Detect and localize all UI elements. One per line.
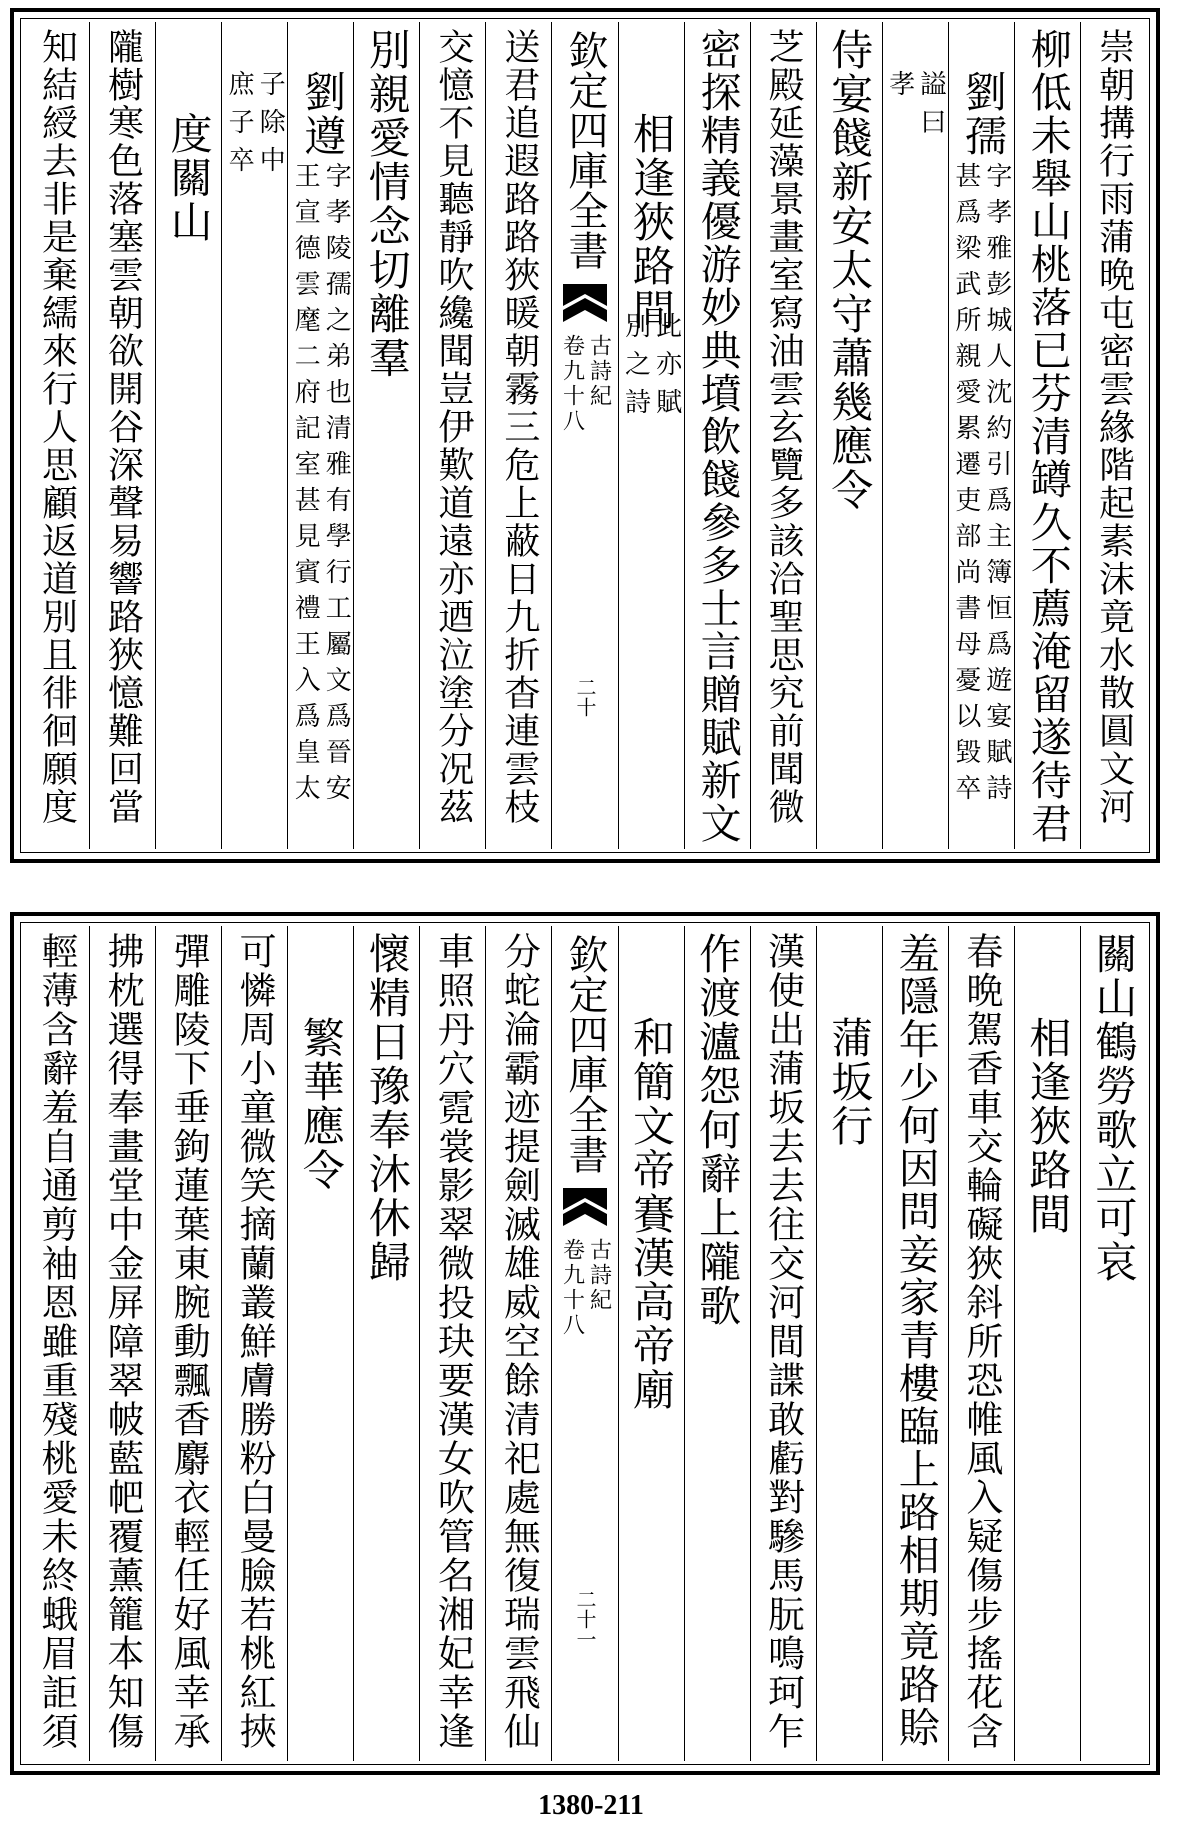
poem-title: 繁華應令 bbox=[296, 1016, 346, 1192]
book-title-header: 欽定四庫全書 bbox=[561, 30, 608, 270]
text-column bbox=[24, 22, 90, 849]
text-column bbox=[1081, 926, 1146, 1761]
biography-note: 字孝陵孺之弟也清雅有學行工屬文爲晉安 bbox=[321, 162, 352, 810]
text-column bbox=[883, 926, 949, 1761]
bottom-page bbox=[10, 912, 1160, 1775]
biography-note: 孝 bbox=[884, 70, 915, 108]
poet-name: 劉遵 bbox=[298, 70, 348, 158]
volume-number: 卷九十八 bbox=[559, 334, 585, 434]
book-title-header: 欽定四庫全書 bbox=[561, 934, 608, 1174]
verse-line: 芝殿延藻景畫室寫油雲玄覽多該洽聖思究前聞微 bbox=[763, 28, 805, 826]
text-column bbox=[883, 22, 949, 849]
bottom-page-columns bbox=[24, 926, 1146, 1761]
biography-note: 甚爲梁武所親愛累遷吏部尚書母憂以毀卒 bbox=[950, 162, 981, 810]
text-column bbox=[1015, 926, 1081, 1761]
verse-line: 漢使出蒲坂去去往交河間諜敢虧對驂馬朊鳴珂乍 bbox=[761, 932, 805, 1751]
text-column bbox=[420, 22, 486, 849]
verse-line: 懷精日豫奉沐休歸 bbox=[362, 932, 412, 1284]
verse-line: 分蛇淪霸迹提劍滅雄威空餘清祀處無復瑞雲飛仙 bbox=[497, 932, 541, 1751]
poem-title: 相逢狹路間 bbox=[627, 112, 677, 332]
volume-title: 古詩紀 bbox=[586, 334, 612, 409]
verse-line: 別親愛情念切離羣 bbox=[362, 28, 412, 380]
biography-note: 謚曰 bbox=[915, 70, 946, 146]
biography-note: 王宣德雲麾二府記室甚見賓禮王入爲皇太 bbox=[290, 162, 321, 810]
text-column bbox=[751, 926, 817, 1761]
top-page bbox=[10, 8, 1160, 863]
text-column bbox=[486, 926, 552, 1761]
poem-title: 度關山 bbox=[164, 112, 214, 244]
biography-note: 庶子卒 bbox=[224, 70, 255, 184]
text-column bbox=[222, 22, 288, 849]
text-column bbox=[354, 22, 420, 849]
text-column bbox=[222, 926, 288, 1761]
poet-name: 劉孺 bbox=[958, 70, 1008, 158]
center-fold-column bbox=[552, 926, 618, 1761]
text-column bbox=[949, 22, 1015, 849]
text-column bbox=[90, 22, 156, 849]
verse-line: 關山鶴勞歌立可哀 bbox=[1089, 932, 1139, 1284]
volume-title: 古詩紀 bbox=[586, 1238, 612, 1313]
text-column bbox=[619, 926, 685, 1761]
text-column bbox=[288, 22, 354, 849]
verse-line: 崇朝搆行雨蒲晩屯密雲緣階起素沫竟水散圓文河 bbox=[1093, 28, 1135, 826]
verse-line: 春晩駕香車交輪礙狹斜所恐帷風入疑傷步搖花含 bbox=[959, 932, 1003, 1751]
text-column bbox=[817, 22, 883, 849]
text-column bbox=[949, 926, 1015, 1761]
volume-number: 卷九十八 bbox=[559, 1238, 585, 1338]
verse-line: 可憐周小童微笑摘蘭叢鮮膚勝粉白曼臉若桃紅挾 bbox=[233, 932, 277, 1751]
poem-title: 和簡文帝賽漢高帝廟 bbox=[627, 1016, 677, 1412]
text-column bbox=[1081, 22, 1146, 849]
annotation: 別之詩 bbox=[620, 312, 651, 426]
verse-line: 侍宴餞新安太守蕭幾應令 bbox=[825, 28, 875, 512]
poem-title: 蒲坂行 bbox=[825, 1016, 875, 1148]
fishtail-mark-icon bbox=[563, 284, 607, 322]
verse-line: 知結綬去非是棄繻來行人思顧返道別且徘徊願度 bbox=[36, 28, 78, 826]
text-column bbox=[420, 926, 486, 1761]
verse-line: 密探精義優游妙典墳飲餞參多士言贈賦新文 bbox=[693, 28, 742, 845]
annotation: 此亦賦 bbox=[651, 312, 682, 426]
verse-line: 輕薄含辭羞自通剪袖恩雖重殘桃愛未終蛾眉詎須 bbox=[34, 932, 78, 1751]
center-fold-column bbox=[552, 22, 618, 849]
verse-line: 交憶不見聽靜吹纔聞豈伊歎道遠亦迺泣塗分况茲 bbox=[432, 28, 474, 826]
folio-number: 二十 bbox=[572, 677, 597, 717]
page-reference: 1380-211 bbox=[538, 1790, 644, 1821]
text-column bbox=[90, 926, 156, 1761]
verse-line: 羞隱年少何因問妾家青樓臨上路相期竟路賒 bbox=[891, 932, 940, 1749]
text-column bbox=[156, 926, 222, 1761]
verse-line: 彈雕陵下垂鉤蓮葉東腕動飄香麝衣輕任好風幸承 bbox=[167, 932, 211, 1751]
biography-note: 字孝雅彭城人沈約引爲主簿恒爲遊宴賦詩 bbox=[981, 162, 1012, 810]
text-column bbox=[354, 926, 420, 1761]
biography-note: 子除中 bbox=[255, 70, 286, 184]
verse-line: 柳低未舉山桃落已芬清罇久不薦淹留遂待君 bbox=[1023, 28, 1072, 845]
folio-number: 二十一 bbox=[572, 1589, 597, 1649]
poem-title: 相逢狹路間 bbox=[1023, 1016, 1073, 1236]
verse-line: 拂枕選得奉畫堂中金屏障翠帔藍帊覆薰籠本知傷 bbox=[101, 932, 145, 1751]
text-column bbox=[619, 22, 685, 849]
text-column bbox=[288, 926, 354, 1761]
text-column bbox=[685, 926, 751, 1761]
text-column bbox=[1015, 22, 1081, 849]
verse-line: 送君追遐路路狹暖朝霧三危上蔽日九折杳連雲枝 bbox=[498, 28, 540, 826]
verse-line: 作渡瀘怨何辭上隴歌 bbox=[693, 932, 743, 1328]
text-column bbox=[486, 22, 552, 849]
fishtail-mark-icon bbox=[563, 1188, 607, 1226]
text-column bbox=[156, 22, 222, 849]
top-page-columns bbox=[24, 22, 1146, 849]
text-column bbox=[685, 22, 751, 849]
verse-line: 車照丹穴霓裳影翠微投玦要漢女吹管名湘妃幸逢 bbox=[431, 932, 475, 1751]
text-column bbox=[24, 926, 90, 1761]
verse-line: 隴樹寒色落塞雲朝欲開谷深聲易響路狹憶難回當 bbox=[102, 28, 144, 826]
text-column bbox=[751, 22, 817, 849]
text-column bbox=[817, 926, 883, 1761]
